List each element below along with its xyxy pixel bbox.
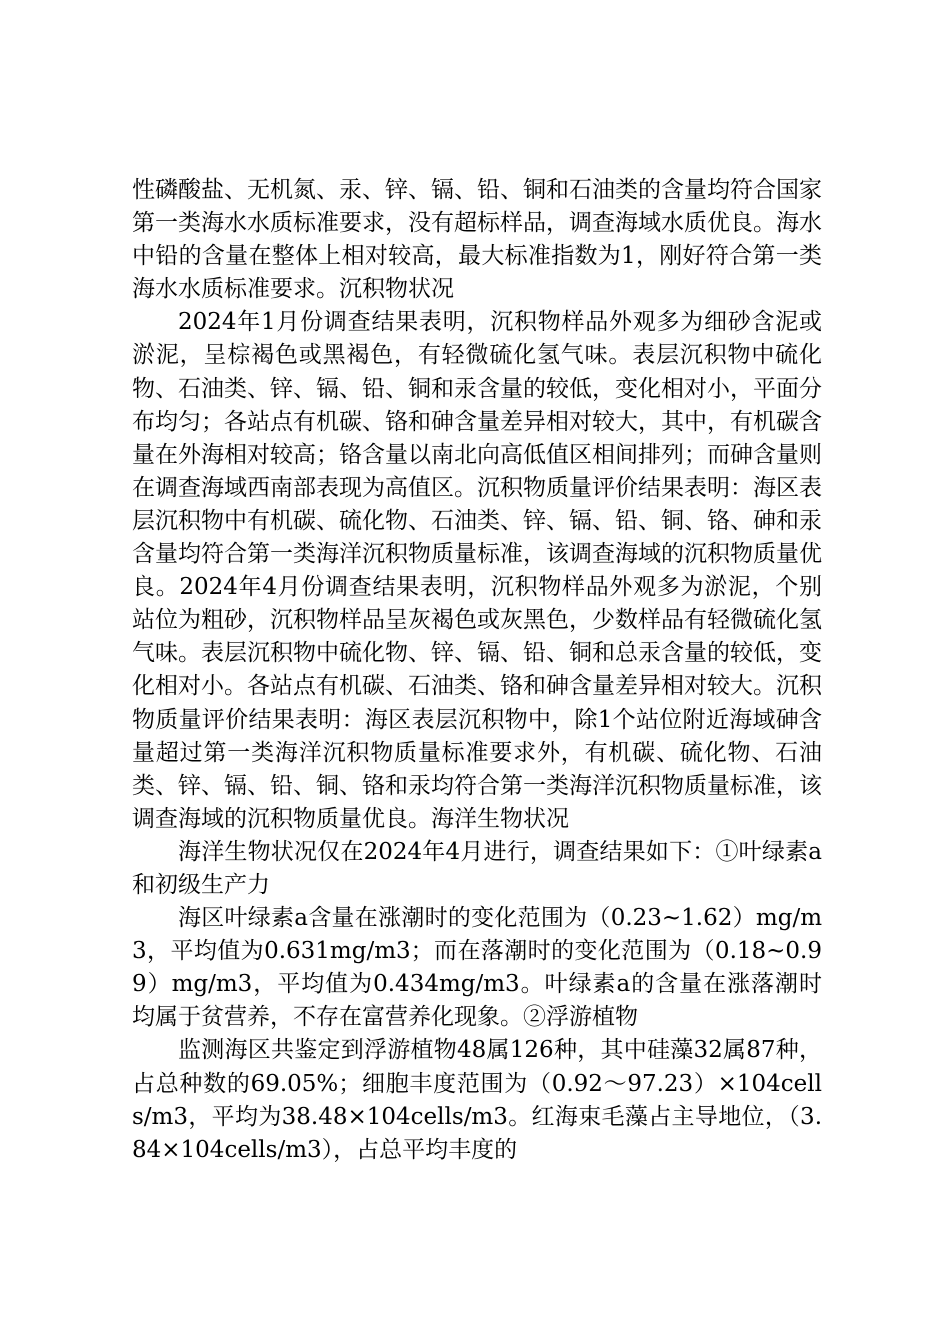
paragraph-sediment: 2024年1月份调查结果表明，沉积物样品外观多为细砂含泥或淤泥，呈棕褐色或黑褐色，有轻微硫化氢气味。表层沉积物中硫化物、石油类、锌、镉、铅、铜和汞含量的较低，变化相对小，平面分布均匀；各站点有机碳、铬和砷含量差异相对较大，其中，有机碳含量在外海相对较高；铬含量以南北向高低值区相间排列；而砷含量则在调查海域西南部表现为高值区。沉积物质量评价结果表明：海区表层沉积物中有机碳、硫化物、石油类、锌、镉、铅、铜、铬、砷和汞含量均符合第一类海洋沉积物质量标准，该调查海域的沉积物质量优良。2024年4月份调查结果表明，沉积物样品外观多为淤泥，个别站位为粗砂，沉积物样品呈灰褐色或灰黑色，少数样品有轻微硫化氢气味。表层沉积物中硫化物、锌、镉、铅、铜和总汞含量的较低，变化相对小。各站点有机碳、石油类、铬和砷含量差异相对较大。沉积物质量评价结果表明：海区表层沉积物中，除1个站位附近海域砷含量超过第一类海洋沉积物质量标准要求外，有机碳、硫化物、石油类、锌、镉、铅、铜、铬和汞均符合第一类海洋沉积物质量标准，该调查海域的沉积物质量优良。海洋生物状况 [132,309,822,832]
body-text [132,174,822,1167]
paragraph-water-quality: 性磷酸盐、无机氮、汞、锌、镉、铅、铜和石油类的含量均符合国家第一类海水水质标准要求，没有超标样品，调查海域水质优良。海水中铅的含量在整体上相对较高，最大标准指数为1，刚好符合第一类海水水质标准要求。沉积物状况 [132,177,822,303]
paragraph-phytoplankton: 监测海区共鉴定到浮游植物48属126种，其中硅藻32属87种，占总种数的69.05%；细胞丰度范围为（0.92～97.23）×104cells/m3，平均为38.48×104cells/m3。红海束毛藻占主导地位，（3.84×104cells/m3），占总平均丰度的 [132,1037,822,1163]
paragraph-chlorophyll: 海区叶绿素a含量在涨潮时的变化范围为（0.23~1.62）mg/m3，平均值为0.631mg/m3；而在落潮时的变化范围为（0.18~0.99）mg/m3，平均值为0.434mg/m3。叶绿素a的含量在涨落潮时均属于贫营养，不存在富营养化现象。②浮游植物 [132,905,822,1031]
paragraph-marine-biology: 海洋生物状况仅在2024年4月进行，调查结果如下：①叶绿素a和初级生产力 [132,838,822,898]
